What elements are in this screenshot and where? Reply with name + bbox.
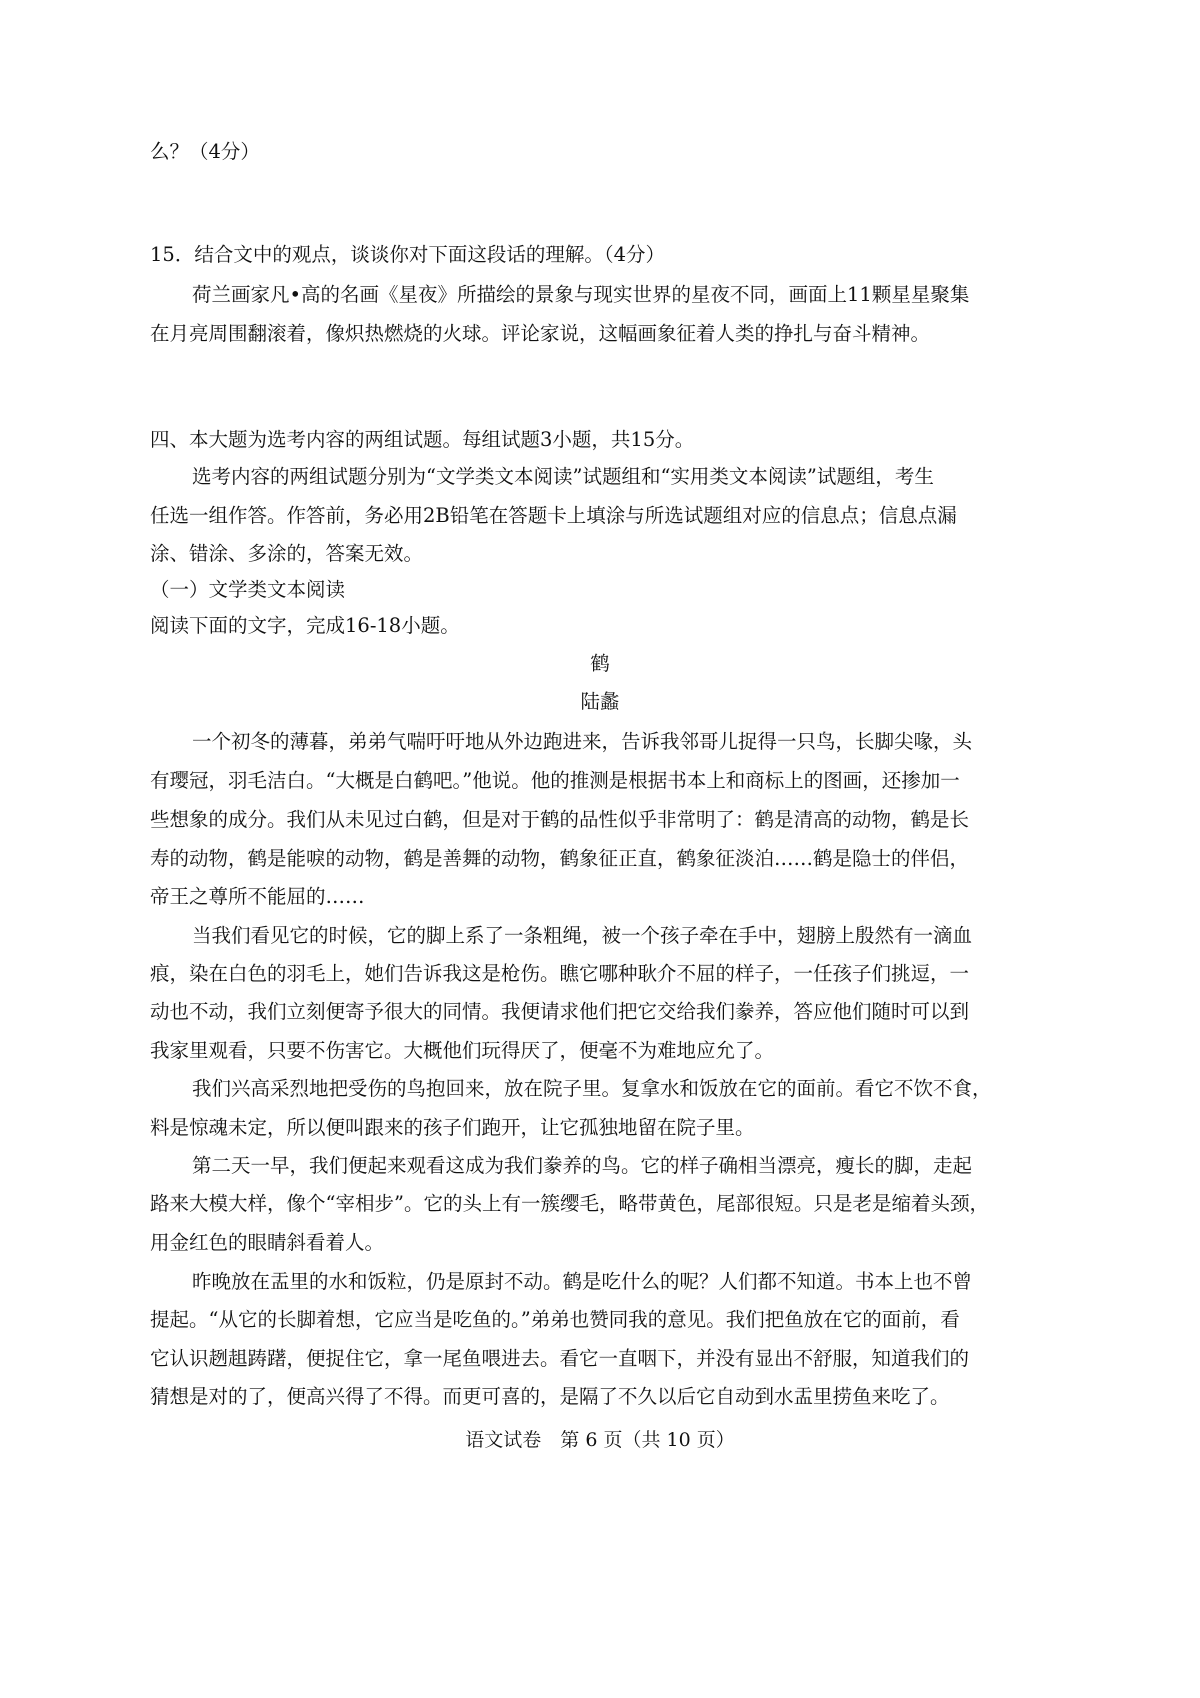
passage-line: 动也不动，我们立刻便寄予很大的同情。我便请求他们把它交给我们豢养，答应他们随时可以到 — [150, 1000, 970, 1023]
section-4-heading: 四、本大题为选考内容的两组试题。每组试题3小题，共15分。 — [150, 428, 695, 451]
passage-line: 些想象的成分。我们从未见过白鹤，但是对于鹤的品性似乎非常明了：鹤是清高的动物，鹤是长 — [150, 808, 970, 831]
question-15-prompt: 15．结合文中的观点，谈谈你对下面这段话的理解。（4分） — [150, 243, 665, 266]
passage-line: 用金红色的眼睛斜看着人。 — [150, 1231, 385, 1254]
passage-line: 路来大模大样，像个“宰相步”。它的头上有一簇缨毛，略带黄色，尾部很短。只是老是缩着头颈， — [150, 1192, 989, 1215]
passage-line: 它认识趔趄踌躇，便捉住它，拿一尾鱼喂进去。看它一直咽下，并没有显出不舒服，知道我们的 — [150, 1347, 970, 1370]
passage-line: 料是惊魂未定，所以便叫跟来的孩子们跑开，让它孤独地留在院子里。 — [150, 1116, 755, 1139]
reading-directive: 阅读下面的文字，完成16-18小题。 — [150, 614, 460, 637]
page-footer: 语文试卷 第 6 页（共 10 页） — [465, 1429, 735, 1451]
passage-title: 鹤 — [590, 652, 610, 675]
section-4-instruction-line: 任选一组作答。作答前，务必用2B铅笔在答题卡上填涂与所选试题组对应的信息点；信息点漏 — [150, 504, 957, 527]
passage-line: 我家里观看，只要不伤害它。大概他们玩得厌了，便毫不为难地应允了。 — [150, 1039, 775, 1062]
passage-line: 寿的动物，鹤是能唳的动物，鹤是善舞的动物，鹤象征正直，鹤象征淡泊……鹤是隐士的伴侣， — [150, 847, 970, 870]
passage-line: 痕，染在白色的羽毛上，她们告诉我这是枪伤。瞧它哪种耿介不屈的样子，一任孩子们挑逗，一 — [150, 962, 970, 985]
quoted-text-line: 在月亮周围翻滚着，像炽热燃烧的火球。评论家说，这幅画象征着人类的挣扎与奋斗精神。 — [150, 322, 931, 345]
question-14-continuation: 么？（4分） — [150, 140, 260, 163]
passage-line: 第二天一早，我们便起来观看这成为我们豢养的鸟。它的样子确相当漂亮，瘦长的脚，走起 — [192, 1154, 973, 1177]
subsection-heading: （一）文学类文本阅读 — [150, 578, 346, 601]
passage-line: 一个初冬的薄暮，弟弟气喘吁吁地从外边跑进来，告诉我邻哥儿捉得一只鸟，长脚尖喙，头 — [192, 730, 973, 753]
passage-line: 猜想是对的了，便高兴得了不得。而更可喜的，是隔了不久以后它自动到水盂里捞鱼来吃了。 — [150, 1385, 950, 1408]
passage-line: 当我们看见它的时候，它的脚上系了一条粗绳，被一个孩子牵在手中，翅膀上殷然有一滴血 — [192, 924, 973, 947]
passage-line: 有璎冠，羽毛洁白。“大概是白鹤吧。”他说。他的推测是根据书本上和商标上的图画，还掺加一 — [150, 769, 960, 792]
passage-author: 陆蠡 — [580, 690, 620, 713]
quoted-text-line: 荷兰画家凡•高的名画《星夜》所描绘的景象与现实世界的星夜不同，画面上11颗星星聚集 — [192, 283, 970, 306]
section-4-instruction-line: 选考内容的两组试题分别为“文学类文本阅读”试题组和“实用类文本阅读”试题组，考生 — [192, 465, 934, 488]
passage-line: 提起。“从它的长脚着想，它应当是吃鱼的。”弟弟也赞同我的意见。我们把鱼放在它的面前，看 — [150, 1308, 960, 1331]
section-4-instruction-line: 涂、错涂、多涂的，答案无效。 — [150, 542, 424, 565]
passage-line: 昨晚放在盂里的水和饭粒，仍是原封不动。鹤是吃什么的呢？人们都不知道。书本上也不曾 — [192, 1270, 973, 1293]
passage-line: 我们兴高采烈地把受伤的鸟抱回来，放在院子里。复拿水和饭放在它的面前。看它不饮不食， — [192, 1077, 992, 1100]
passage-line: 帝王之尊所不能屈的…… — [150, 885, 365, 908]
